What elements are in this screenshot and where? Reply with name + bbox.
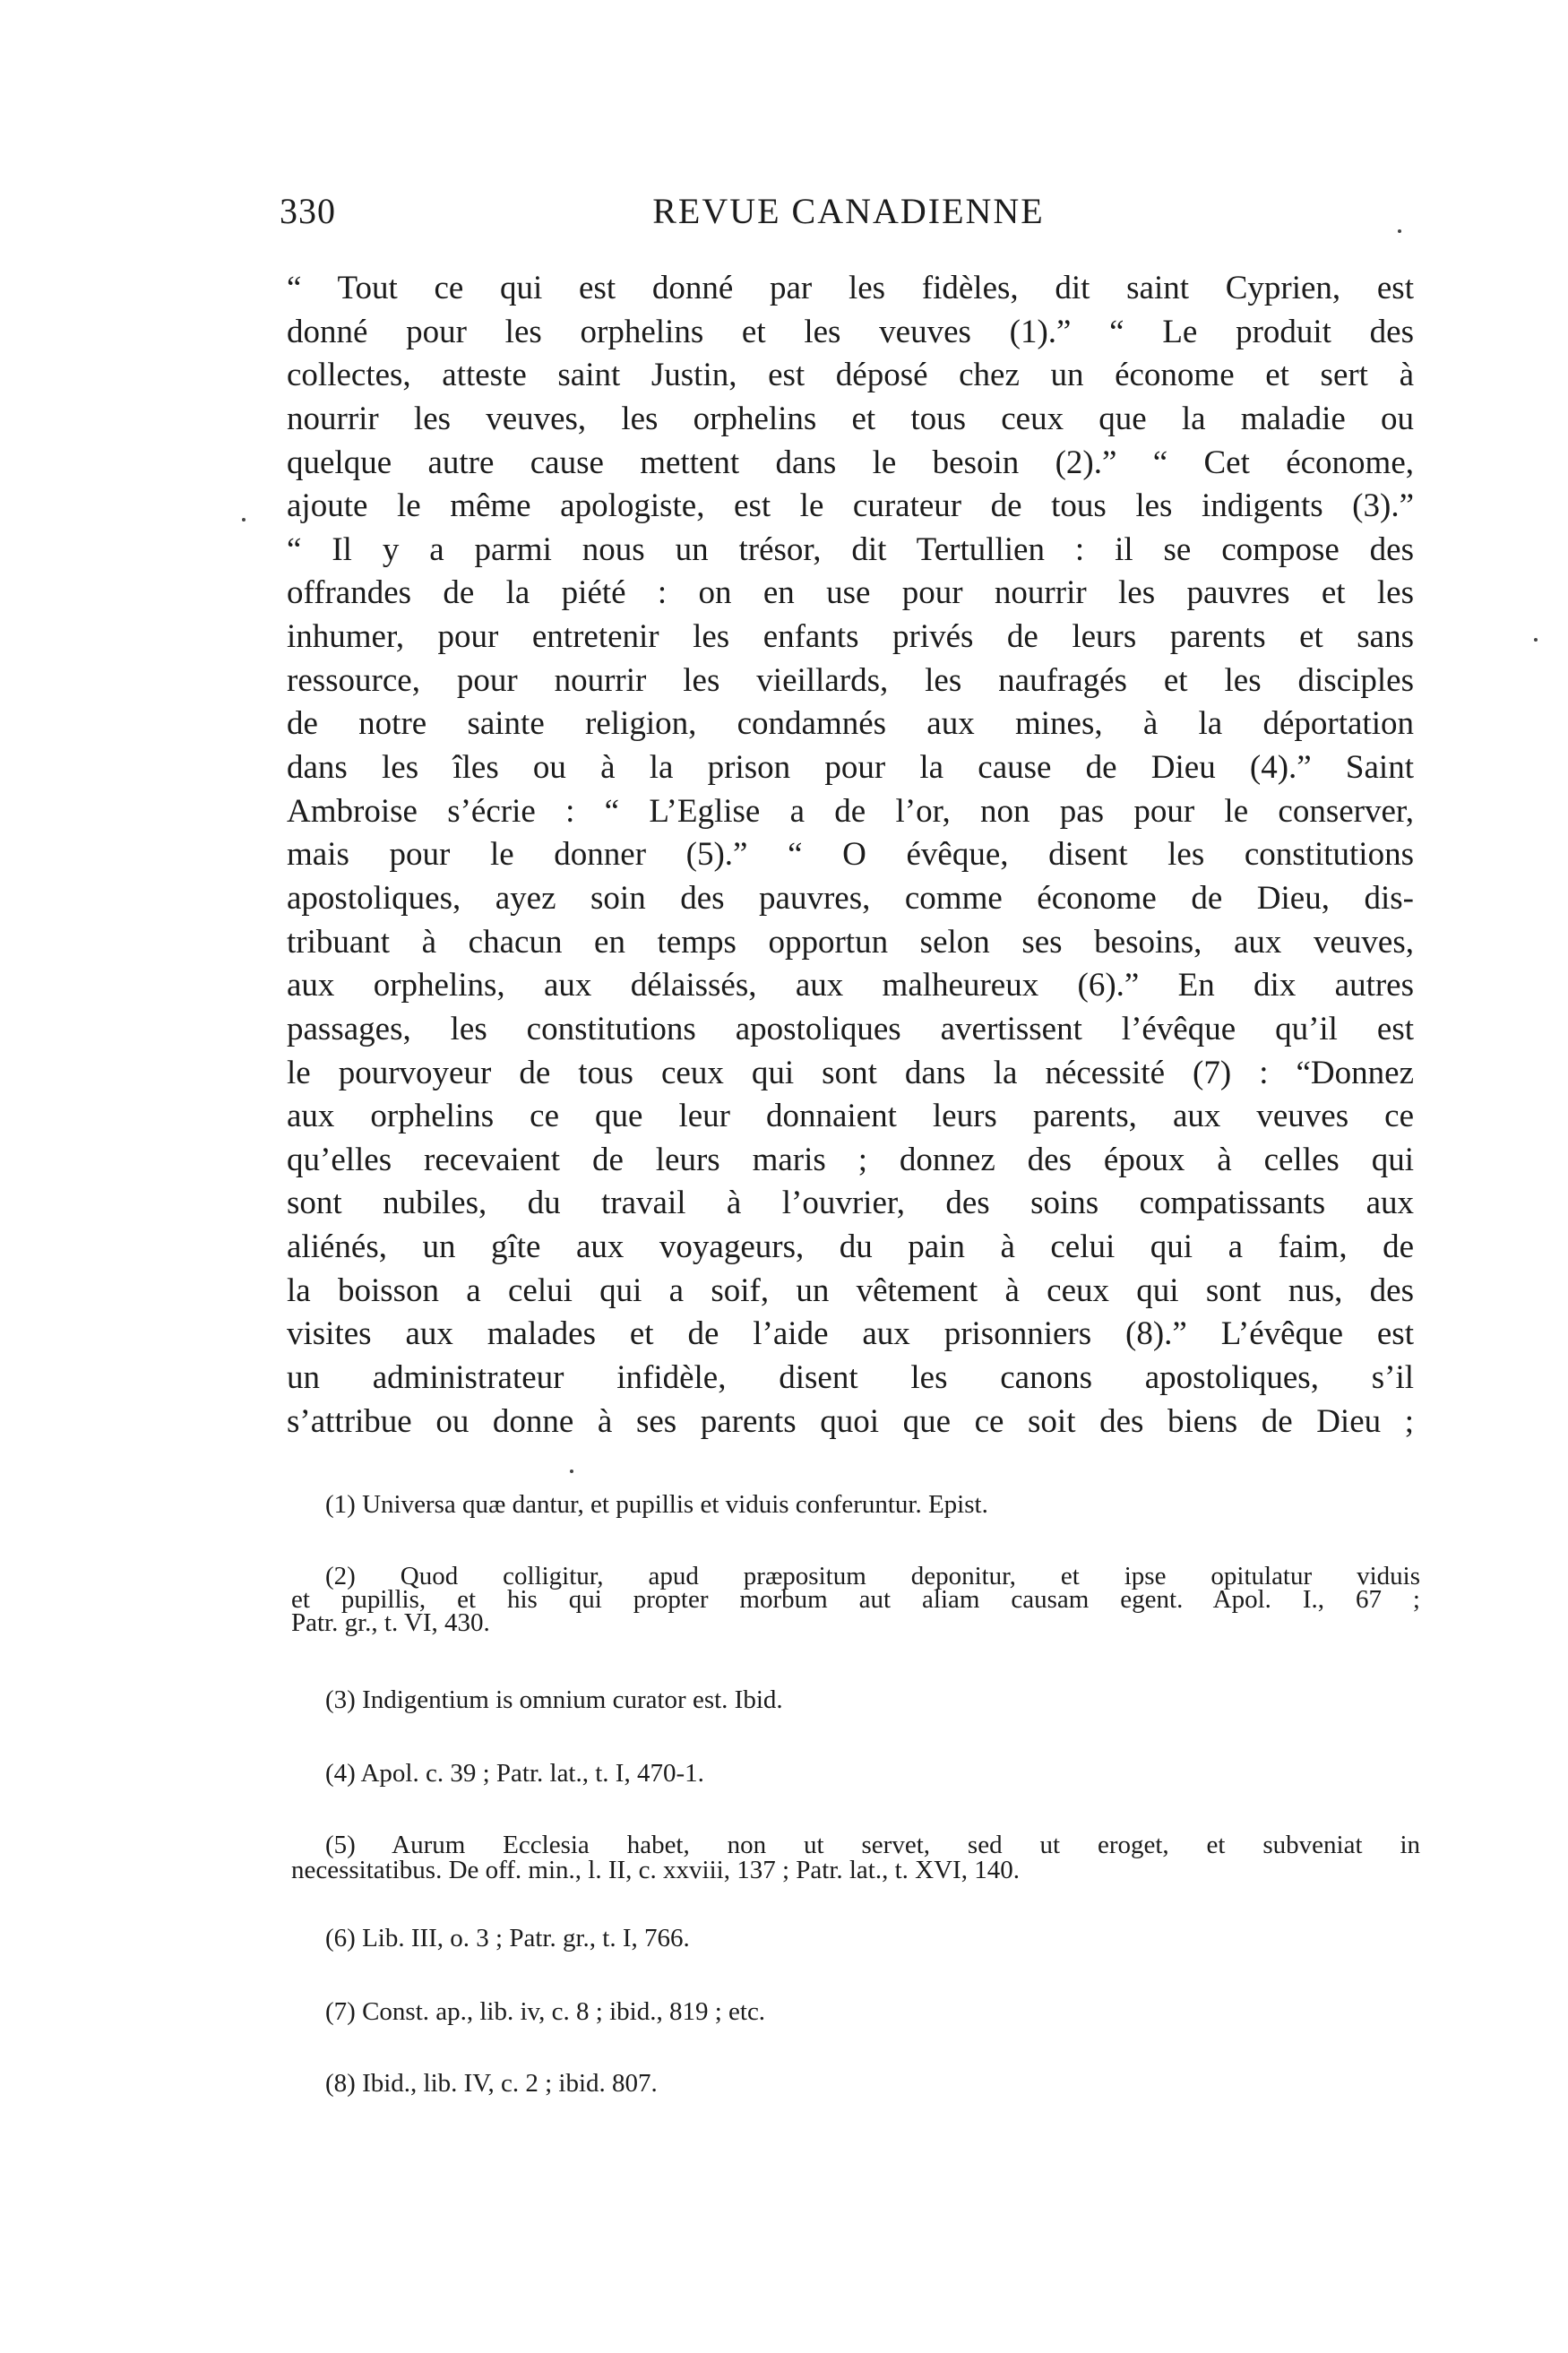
footnote-line: (6) Lib. III, o. 3 ; Patr. gr., t. I, 766. — [325, 1924, 690, 1952]
footnote-3 — [291, 1685, 1420, 1715]
body-line: aux orphelins ce que leur donnaient leurs parents, aux veuves ce — [287, 1098, 1414, 1135]
page-number: 330 — [280, 191, 336, 231]
body-line: dans les îles ou à la prison pour la cause de Dieu (4).” Saint — [287, 749, 1414, 787]
footnote-4 — [291, 1758, 1420, 1788]
footnote-line: (8) Ibid., lib. IV, c. 2 ; ibid. 807. — [325, 2069, 658, 2098]
body-line: le pourvoyeur de tous ceux qui sont dans la nécessité (7) : “Donnez — [287, 1054, 1414, 1091]
body-line: inhumer, pour entretenir les enfants privés de leurs parents et sans — [287, 618, 1414, 656]
print-speck — [1534, 638, 1538, 642]
body-line: la boisson a celui qui a soif, un vêtement à ceux qui sont nus, des — [287, 1271, 1414, 1309]
print-speck — [1398, 229, 1401, 233]
footnote-6 — [291, 1923, 1420, 1953]
footnote-2 — [291, 1561, 1420, 1638]
footnote-line: (3) Indigentium is omnium curator est. Ibid. — [325, 1685, 783, 1714]
footnote-line: (4) Apol. c. 39 ; Patr. lat., t. I, 470-1. — [325, 1759, 704, 1788]
body-line: qu’elles recevaient de leurs maris ; donnez des époux à celles qui — [287, 1141, 1414, 1178]
body-line: nourrir les veuves, les orphelins et tous ceux que la maladie ou — [287, 400, 1414, 437]
body-text — [287, 267, 1414, 1444]
footnote-line: necessitatibus. De off. min., l. II, c. xxviii, 137 ; Patr. lat., t. XVI, 140. — [291, 1856, 1020, 1884]
body-line: “ Tout ce qui est donné par les fidèles, dit saint Cyprien, est — [287, 270, 1414, 306]
body-line: offrandes de la piété : on en use pour nourrir les pauvres et les — [287, 574, 1414, 612]
body-line: passages, les constitutions apostoliques avertissent l’évêque qu’il est — [287, 1010, 1414, 1047]
print-speck — [570, 1470, 573, 1473]
body-line: quelque autre cause mettent dans le besoin (2).” “ Cet économe, — [287, 444, 1414, 481]
footnote-line: Patr. gr., t. VI, 430. — [291, 1608, 490, 1637]
footnote-1 — [291, 1489, 1420, 1520]
footnote-5 — [291, 1830, 1420, 1885]
footnote-line: (7) Const. ap., lib. iv, c. 8 ; ibid., 819 ; etc. — [325, 1997, 766, 2026]
body-line: apostoliques, ayez soin des pauvres, comme économe de Dieu, dis- — [287, 879, 1414, 917]
footnote-7 — [291, 1996, 1420, 2027]
footnote-8 — [291, 2068, 1420, 2099]
footnote-line: et pupillis, et his qui propter morbum aut aliam causam egent. Apol. I., 67 ; — [291, 1585, 1420, 1614]
page-header — [280, 190, 1417, 244]
body-line: ajoute le même apologiste, est le curateur de tous les indigents (3).” — [287, 487, 1414, 525]
print-speck — [242, 518, 246, 521]
body-line: aux orphelins, aux délaissés, aux malheureux (6).” En dix autres — [287, 967, 1414, 1004]
body-line: donné pour les orphelins et les veuves (1).” “ Le produit des — [287, 313, 1414, 350]
body-line: ressource, pour nourrir les vieillards, les naufragés et les disciples — [287, 661, 1414, 699]
body-line: de notre sainte religion, condamnés aux mines, à la déportation — [287, 705, 1414, 743]
body-line: Ambroise s’écrie : “ L’Eglise a de l’or, non pas pour le conserver, — [287, 792, 1414, 830]
running-title: REVUE CANADIENNE — [652, 191, 1045, 231]
footnote-line: (1) Universa quæ dantur, et pupillis et viduis conferuntur. Epist. — [325, 1490, 988, 1519]
body-line: visites aux malades et de l’aide aux prisonniers (8).” L’évêque est — [287, 1315, 1414, 1353]
body-line: s’attribue ou donne à ses parents quoi que ce soit des biens de Dieu ; — [287, 1402, 1414, 1440]
body-line: sont nubiles, du travail à l’ouvrier, des soins compatissants aux — [287, 1185, 1414, 1222]
body-line: aliénés, un gîte aux voyageurs, du pain à celui qui a faim, de — [287, 1228, 1414, 1266]
body-line: collectes, atteste saint Justin, est déposé chez un économe et sert à — [287, 357, 1414, 394]
body-line: tribuant à chacun en temps opportun selon ses besoins, aux veuves, — [287, 923, 1414, 961]
body-line: un administrateur infidèle, disent les canons apostoliques, s’il — [287, 1359, 1414, 1397]
footnote-line: (5) Aurum Ecclesia habet, non ut servet, sed ut eroget, et subveniat in — [325, 1831, 1420, 1859]
body-line: “ Il y a parmi nous un trésor, dit Tertullien : il se compose des — [287, 530, 1414, 568]
body-line: mais pour le donner (5).” “ O évêque, disent les constitutions — [287, 836, 1414, 874]
footnote-line: (2) Quod colligitur, apud præpositum deponitur, et ipse opitulatur viduis — [325, 1562, 1420, 1590]
